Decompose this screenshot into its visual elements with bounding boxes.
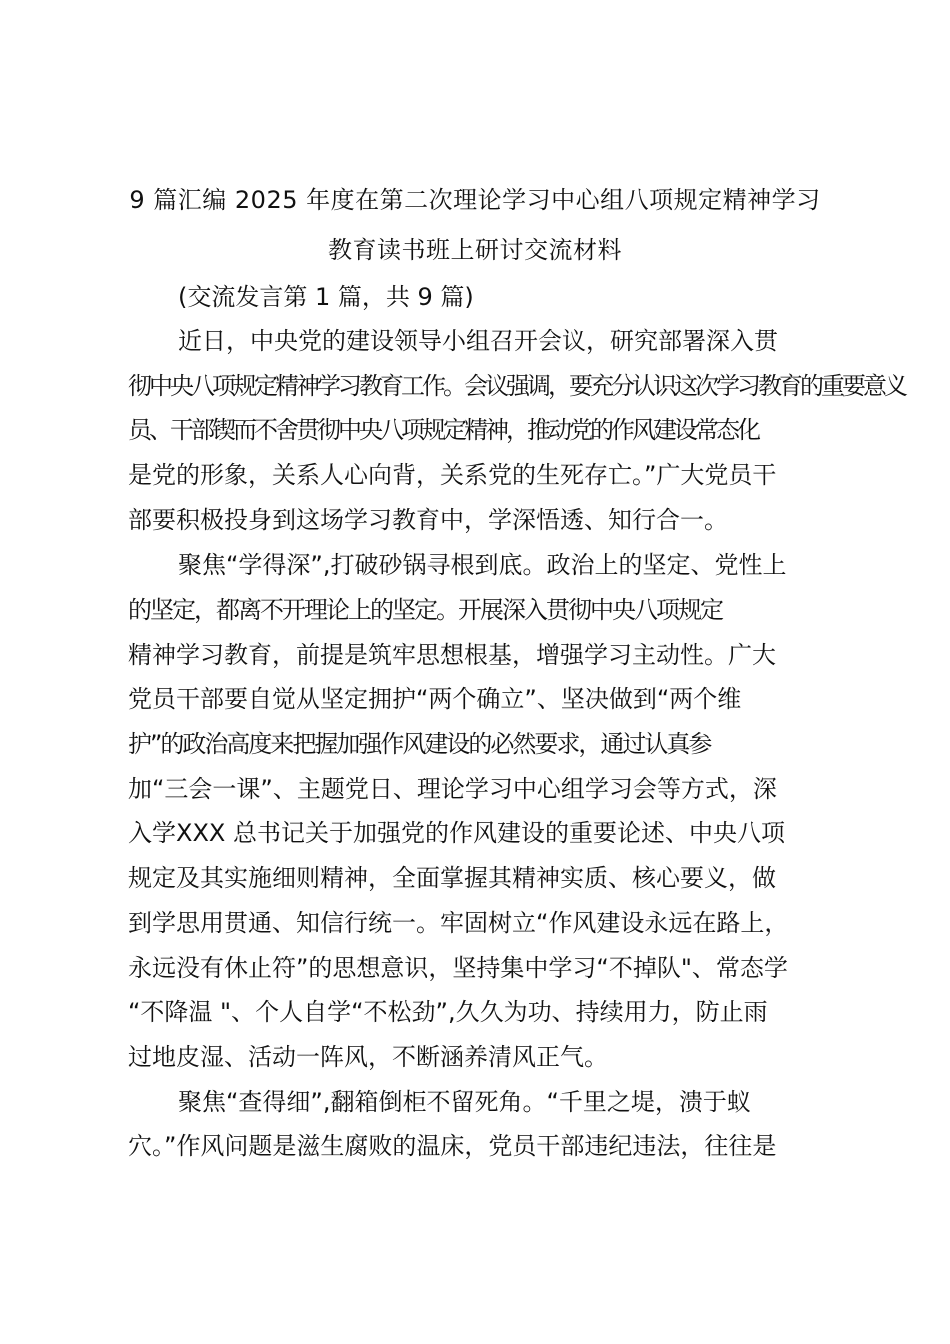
paragraph-line: 入学XXX 总书记关于加强党的作风建设的重要论述、中央八项 [128, 819, 785, 847]
paragraph-line: 到学思用贯通、知信行统一。牢固树立“作风建设永远在路上， [128, 909, 789, 937]
paragraph-line: 部要积极投身到这场学习教育中，学深悟透、知行合一。 [128, 506, 728, 534]
document-title-line-1: 9 篇汇编 2025 年度在第二次理论学习中心组八项规定精神学习 [129, 186, 821, 214]
paragraph-line: 彻中央八项规定精神学习教育工作。会议强调，要充分认识这次学习教育的重要意义 [128, 372, 905, 400]
paragraph-line: 聚焦“查得细”,翻箱倒柜不留死角。“千里之堤，溃于蚁 [178, 1088, 751, 1116]
paragraph-line: 规定及其实施细则精神，全面掌握其精神实质、核心要义，做 [128, 864, 776, 892]
paragraph-line: 员、干部锲而不舍贯彻中央八项规定精神，推动党的作风建设常态化 [128, 416, 758, 444]
document-title-line-2: 教育读书班上研讨交流材料 [328, 236, 622, 264]
paragraph-line: 的坚定，都离不开理论上的坚定。开展深入贯彻中央八项规定 [128, 596, 722, 624]
paragraph-line: “不降温 "、个人自学“不松劲”,久久为功、持续用力，防止雨 [128, 998, 768, 1026]
paragraph-line: 是党的形象，关系人心向背，关系党的生死存亡。”广大党员干 [128, 461, 777, 489]
paragraph-line: 精神学习教育，前提是筑牢思想根基，增强学习主动性。广大 [128, 641, 776, 669]
paragraph-line: 护”的政治高度来把握加强作风建设的必然要求，通过认真参 [128, 730, 711, 758]
paragraph-line: 穴。”作风问题是滋生腐败的温床，党员干部违纪违法，往往是 [128, 1132, 777, 1160]
document-subtitle: (交流发言第 1 篇，共 9 篇) [178, 283, 474, 311]
paragraph-line: 聚焦“学得深”,打破砂锅寻根到底。政治上的坚定、党性上 [178, 551, 787, 579]
paragraph-line: 党员干部要自觉从坚定拥护“两个确立”、坚决做到“两个维 [128, 685, 742, 713]
paragraph-line: 永远没有休止符”的思想意识，坚持集中学习“不掉队"、常态学 [128, 954, 788, 982]
paragraph-line: 加“三会一课”、主题党日、理论学习中心组学习会等方式，深 [128, 775, 777, 803]
paragraph-line: 近日，中央党的建设领导小组召开会议，研究部署深入贯 [178, 327, 778, 355]
paragraph-line: 过地皮湿、活动一阵风，不断涵养清风正气。 [128, 1043, 608, 1071]
